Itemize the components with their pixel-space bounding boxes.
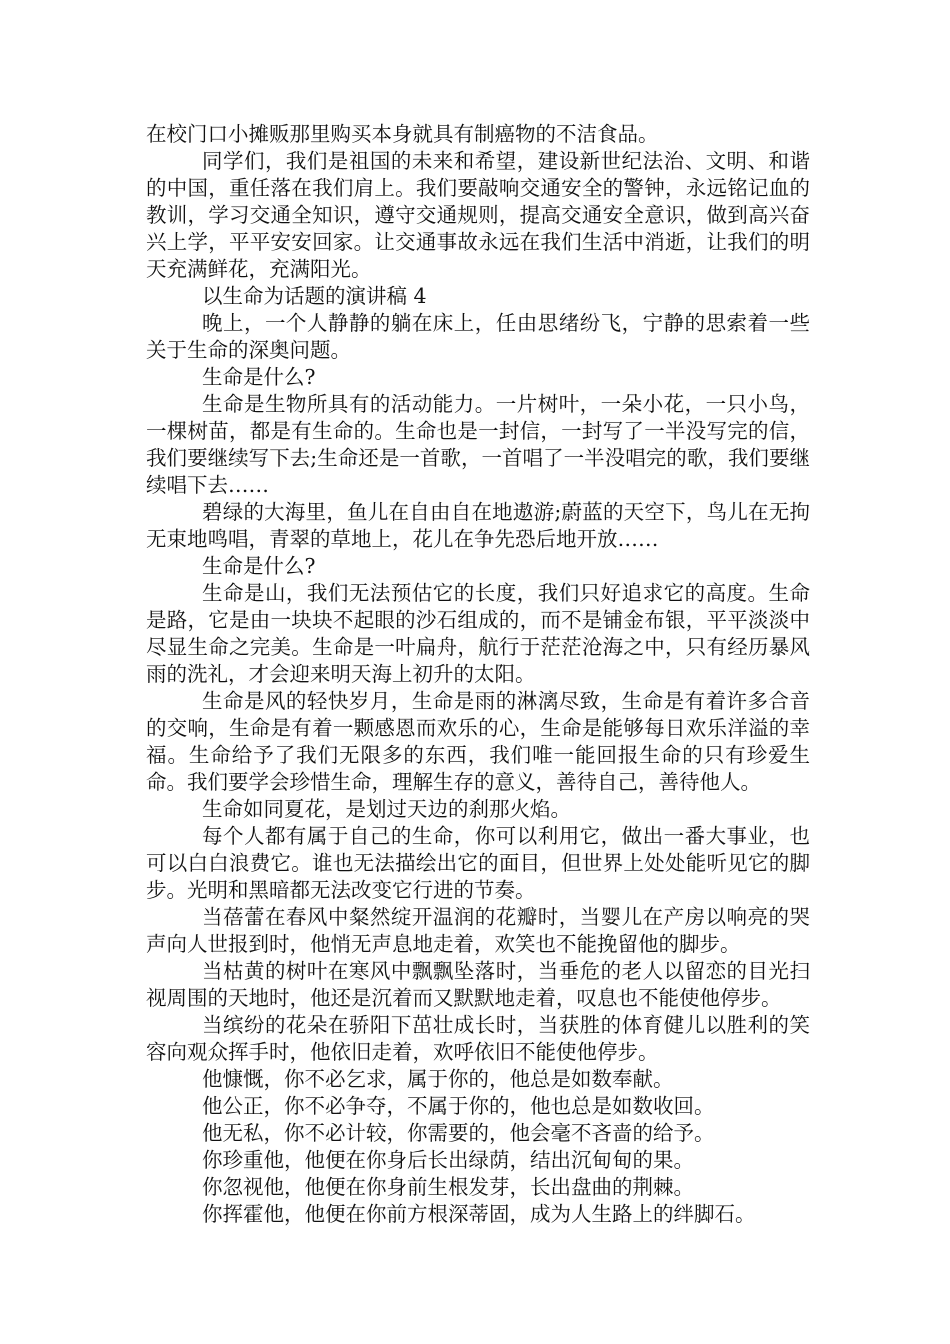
- paragraph: 生命是生物所具有的活动能力。一片树叶，一朵小花，一只小鸟，一棵树苗，都是有生命的。生命也是一封信，一封写了一半没写完的信，我们要继续写下去;生命还是一首歌，一首唱了一半没唱完的歌，我们要继续唱下去……: [146, 392, 810, 497]
- paragraph: 你忽视他，他便在你身前生根发芽，长出盘曲的荆棘。: [202, 1175, 694, 1199]
- paragraph: 当蓓蕾在春风中粲然绽开温润的花瓣时，当婴儿在产房以响亮的哭声向人世报到时，他悄无声息地走着，欢笑也不能挽留他的脚步。: [146, 905, 810, 956]
- paragraph: 同学们，我们是祖国的未来和希望，建设新世纪法治、文明、和谐的中国，重任落在我们肩上。我们要敲响交通安全的警钟，永远铭记血的教训，学习交通全知识，遵守交通规则，提高交通安全意识，做到高兴奋兴上学，平平安安回家。让交通事故永远在我们生活中消逝，让我们的明天充满鲜花，充满阳光。: [146, 149, 810, 281]
- paragraph: 碧绿的大海里，鱼儿在自由自在地遨游;蔚蓝的天空下，鸟儿在无拘无束地鸣唱，青翠的草地上，花儿在争先恐后地开放……: [146, 500, 810, 551]
- paragraph: 你珍重他，他便在你身后长出绿荫，结出沉甸甸的果。: [202, 1148, 694, 1172]
- paragraph: 他无私，你不必计较，你需要的，他会毫不吝啬的给予。: [202, 1121, 715, 1145]
- section-heading: 以生命为话题的演讲稿 4: [202, 284, 427, 308]
- paragraph: 生命是风的轻快岁月，生命是雨的淋漓尽致，生命是有着许多合音的交响，生命是有着一颗感恩而欢乐的心，生命是能够每日欢乐洋溢的幸福。生命给予了我们无限多的东西，我们唯一能回报生命的只有珍爱生命。我们要学会珍惜生命，理解生存的意义，善待自己，善待他人。: [146, 689, 810, 794]
- paragraph: 在校门口小摊贩那里购买本身就具有制癌物的不洁食品。: [146, 122, 659, 146]
- paragraph: 晚上，一个人静静的躺在床上，任由思绪纷飞，宁静的思索着一些关于生命的深奥问题。: [146, 311, 810, 362]
- paragraph: 他公正，你不必争夺，不属于你的，他也总是如数收回。: [202, 1094, 715, 1118]
- paragraph: 当缤纷的花朵在骄阳下茁壮成长时，当获胜的体育健儿以胜利的笑容向观众挥手时，他依旧走着，欢呼依旧不能使他停步。: [146, 1013, 810, 1064]
- paragraph: 你挥霍他，他便在你前方根深蒂固，成为人生路上的绊脚石。: [202, 1202, 756, 1226]
- paragraph: 他慷慨，你不必乞求，属于你的，他总是如数奉献。: [202, 1067, 674, 1091]
- paragraph: 生命如同夏花，是划过天边的刹那火焰。: [202, 797, 571, 821]
- paragraph: 生命是什么?: [202, 554, 316, 578]
- document-body: [146, 121, 810, 1228]
- paragraph: 当枯黄的树叶在寒风中飘飘坠落时，当垂危的老人以留恋的目光扫视周围的天地时，他还是沉着而又默默地走着，叹息也不能使他停步。: [146, 959, 810, 1010]
- paragraph: 生命是什么?: [202, 365, 316, 389]
- paragraph: 生命是山，我们无法预估它的长度，我们只好追求它的高度。生命是路，它是由一块块不起眼的沙石组成的，而不是铺金布银，平平淡淡中尽显生命之完美。生命是一叶扁舟，航行于茫茫沧海之中，只有经历暴风雨的洗礼，才会迎来明天海上初升的太阳。: [146, 581, 810, 686]
- paragraph: 每个人都有属于自己的生命，你可以利用它，做出一番大事业，也可以白白浪费它。谁也无法描绘出它的面目，但世界上处处能听见它的脚步。光明和黑暗都无法改变它行进的节奏。: [146, 824, 810, 902]
